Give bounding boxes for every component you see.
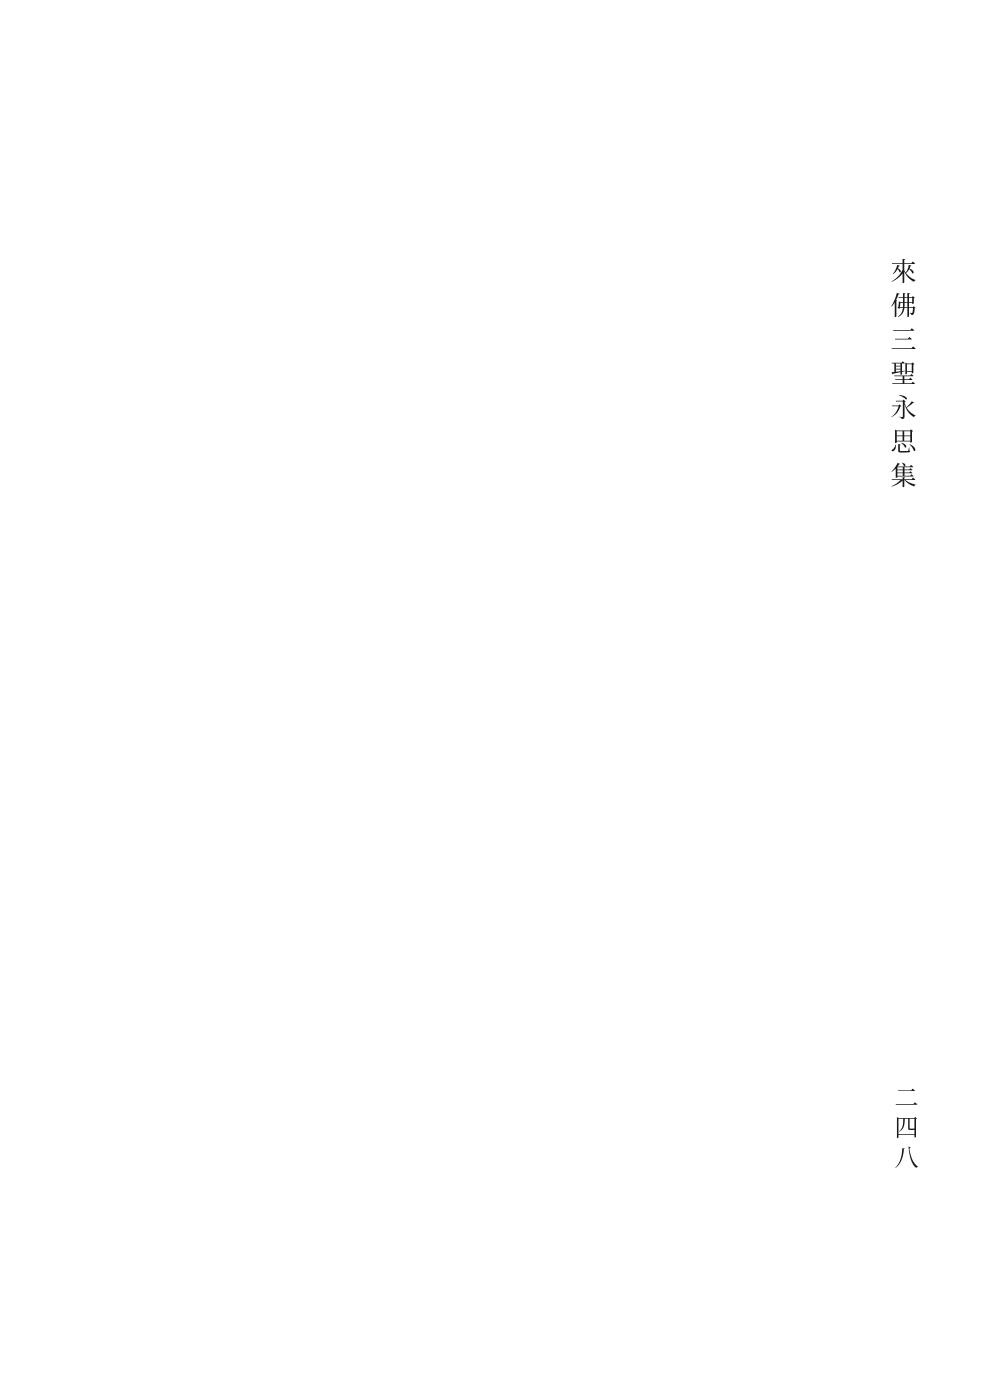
page-number: 二四八 (890, 1085, 918, 1175)
body-text (96, 150, 856, 1310)
text-column (104, 150, 162, 1300)
text-column (796, 150, 854, 1300)
text-column (510, 150, 568, 1300)
text-column (382, 150, 440, 1300)
text-column (232, 150, 290, 1300)
text-column (668, 150, 726, 1300)
text-column (574, 150, 632, 1300)
text-column (168, 150, 226, 1300)
text-column (732, 150, 790, 1300)
text-column (446, 150, 504, 1300)
running-header-title: 來佛三聖永思集 (886, 258, 916, 496)
text-column (296, 150, 354, 1300)
